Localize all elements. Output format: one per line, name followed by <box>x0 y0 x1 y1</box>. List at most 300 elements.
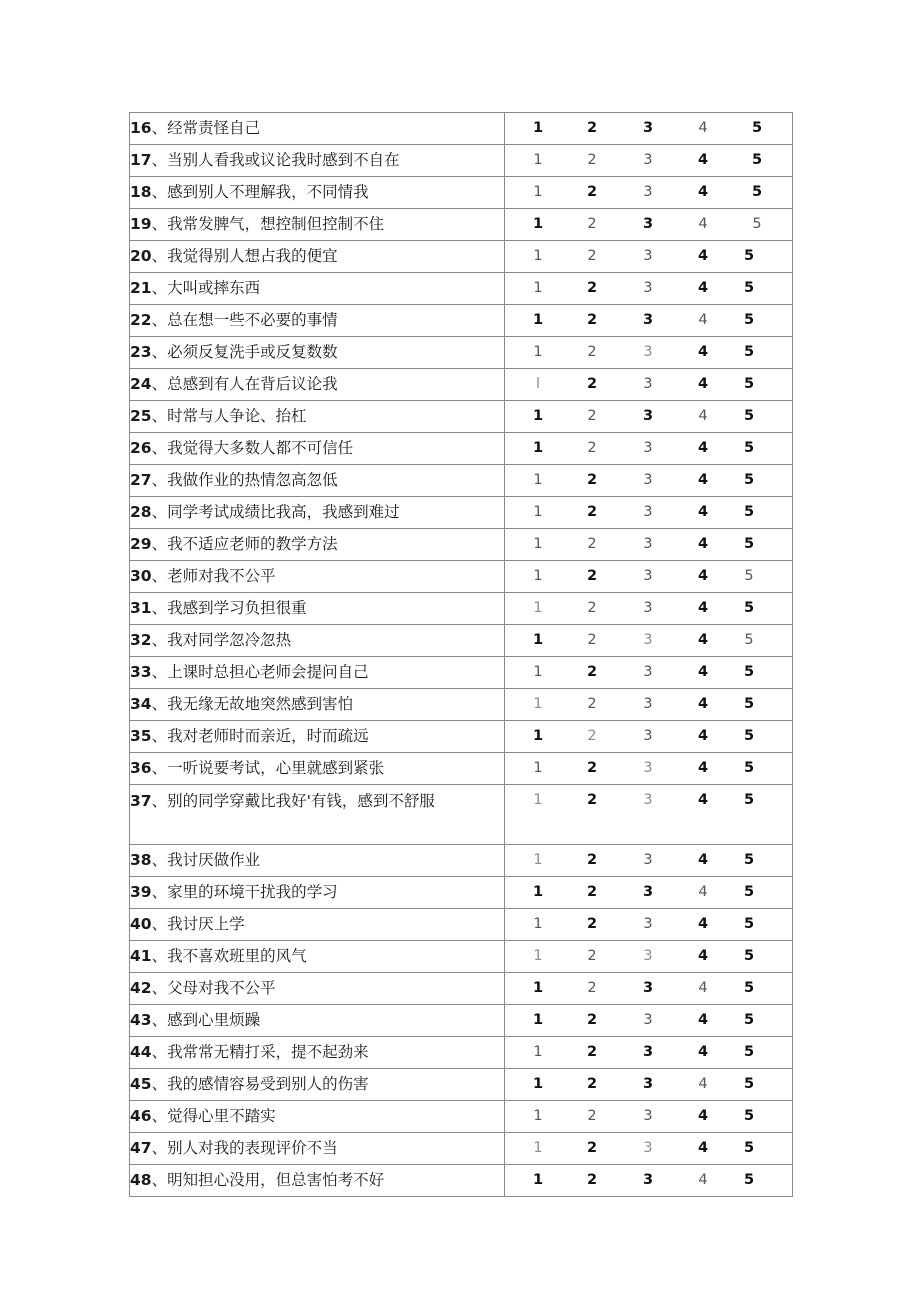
rating-cell <box>505 209 793 241</box>
rating-option-5[interactable]: 5 <box>743 600 755 616</box>
rating-option-3[interactable]: 3 <box>642 980 654 996</box>
rating-option-4[interactable]: 4 <box>697 568 709 584</box>
rating-option-3[interactable]: 3 <box>642 120 654 136</box>
rating-option-3[interactable]: 3 <box>643 696 653 712</box>
rating-cell <box>505 593 793 625</box>
rating-option-2[interactable]: 2 <box>586 664 598 680</box>
rating-option-5[interactable]: 5 <box>743 980 755 996</box>
rating-option-2[interactable]: 2 <box>586 472 598 488</box>
rating-option-3[interactable]: 3 <box>643 1108 653 1124</box>
rating-option-5[interactable]: 5 <box>743 1108 755 1124</box>
rating-option-1[interactable]: 1 <box>533 472 543 488</box>
rating-option-3[interactable]: 3 <box>642 1044 654 1060</box>
rating-scale <box>505 625 792 656</box>
question-statement: 、明知担心没用，但总害怕考不好 <box>151 1171 385 1189</box>
question-text <box>130 209 504 240</box>
rating-option-4[interactable]: 4 <box>697 152 709 168</box>
question-cell <box>130 497 505 529</box>
rating-option-3[interactable]: 3 <box>642 312 654 328</box>
rating-option-3[interactable]: 3 <box>642 884 654 900</box>
rating-option-3[interactable]: 3 <box>643 504 653 520</box>
question-text <box>130 561 504 592</box>
rating-option-1[interactable]: 1 <box>532 440 544 456</box>
question-text <box>130 337 504 368</box>
rating-option-5[interactable]: 5 <box>743 472 755 488</box>
rating-option-3[interactable]: 3 <box>643 632 653 648</box>
question-number: 48 <box>130 1171 152 1189</box>
rating-option-1[interactable]: 1 <box>533 152 543 168</box>
rating-option-4[interactable]: 4 <box>697 852 709 868</box>
rating-option-1[interactable]: 1 <box>533 344 543 360</box>
rating-option-3[interactable]: 3 <box>643 248 653 264</box>
question-row <box>130 689 793 721</box>
rating-option-2[interactable]: 2 <box>586 852 598 868</box>
rating-option-2[interactable]: 2 <box>587 216 597 232</box>
question-text <box>130 273 504 304</box>
rating-option-3[interactable]: 3 <box>643 664 653 680</box>
question-number: 41 <box>130 947 152 965</box>
rating-option-4[interactable]: 4 <box>698 884 708 900</box>
rating-option-1[interactable]: 1 <box>533 1044 543 1060</box>
rating-option-5[interactable]: 5 <box>743 408 755 424</box>
rating-option-3[interactable]: 3 <box>643 1012 653 1028</box>
rating-scale <box>505 1101 792 1132</box>
questionnaire-body <box>130 113 793 1197</box>
rating-option-2[interactable]: 2 <box>587 408 597 424</box>
question-statement: 、家里的环境干扰我的学习 <box>151 883 338 901</box>
rating-option-5[interactable]: 5 <box>743 376 755 392</box>
rating-option-4[interactable]: 4 <box>697 1108 709 1124</box>
rating-option-1[interactable]: 1 <box>533 184 543 200</box>
rating-option-5[interactable]: 5 <box>743 536 755 552</box>
rating-option-1[interactable]: 1 <box>533 696 543 712</box>
question-row <box>130 1101 793 1133</box>
rating-option-4[interactable]: 4 <box>698 408 708 424</box>
rating-option-2[interactable]: 2 <box>587 440 597 456</box>
question-row <box>130 177 793 209</box>
rating-scale <box>505 877 792 908</box>
rating-option-5[interactable]: 5 <box>743 312 755 328</box>
rating-option-5[interactable]: 5 <box>751 184 763 200</box>
rating-cell <box>505 529 793 561</box>
rating-cell <box>505 465 793 497</box>
rating-option-4[interactable]: 4 <box>697 344 709 360</box>
rating-option-5[interactable]: 5 <box>743 1044 755 1060</box>
rating-option-5[interactable]: 5 <box>751 152 763 168</box>
rating-scale <box>505 561 792 592</box>
rating-option-5[interactable]: 5 <box>743 1140 755 1156</box>
rating-option-5[interactable]: 5 <box>743 760 755 776</box>
question-text <box>130 305 504 336</box>
rating-option-3[interactable]: 3 <box>642 1172 654 1188</box>
rating-option-1[interactable]: 1 <box>533 1140 543 1156</box>
rating-option-2[interactable]: 2 <box>586 376 598 392</box>
question-statement: 、大叫或摔东西 <box>151 279 261 297</box>
rating-option-2[interactable]: 2 <box>586 504 598 520</box>
rating-option-4[interactable]: 4 <box>697 792 709 808</box>
question-row <box>130 657 793 689</box>
question-number: 43 <box>130 1011 152 1029</box>
rating-scale <box>505 1037 792 1068</box>
rating-option-4[interactable]: 4 <box>697 504 709 520</box>
rating-option-5[interactable]: 5 <box>751 120 763 136</box>
rating-option-1[interactable]: 1 <box>533 600 543 616</box>
rating-option-2[interactable]: 2 <box>587 344 597 360</box>
rating-cell <box>505 1101 793 1133</box>
rating-option-2[interactable]: 2 <box>586 916 598 932</box>
question-statement: 、一听说要考试，心里就感到紧张 <box>151 759 385 777</box>
rating-option-5[interactable]: 5 <box>744 568 754 584</box>
rating-option-1[interactable]: 1 <box>533 504 543 520</box>
rating-option-2[interactable]: 2 <box>586 1012 598 1028</box>
question-row <box>130 529 793 561</box>
rating-option-1[interactable]: 1 <box>533 536 543 552</box>
rating-cell <box>505 273 793 305</box>
rating-option-4[interactable]: 4 <box>697 1044 709 1060</box>
rating-cell <box>505 1165 793 1197</box>
rating-option-3[interactable]: 3 <box>642 1076 654 1092</box>
rating-option-4[interactable]: 4 <box>698 1076 708 1092</box>
question-text <box>130 1037 504 1068</box>
rating-option-5[interactable]: 5 <box>743 280 755 296</box>
rating-option-3[interactable]: 3 <box>643 440 653 456</box>
question-statement: 、必须反复洗手或反复数数 <box>151 343 338 361</box>
rating-option-1[interactable]: 1 <box>533 916 543 932</box>
question-text <box>130 465 504 496</box>
rating-option-3[interactable]: 3 <box>643 536 653 552</box>
rating-option-1[interactable]: 1 <box>533 248 543 264</box>
rating-scale <box>505 465 792 496</box>
question-row <box>130 305 793 337</box>
question-statement: 、同学考试成绩比我高，我感到难过 <box>151 503 400 521</box>
rating-option-1[interactable]: 1 <box>533 280 543 296</box>
question-statement: 、老师对我不公平 <box>151 567 276 585</box>
rating-option-5[interactable]: 5 <box>743 664 755 680</box>
question-row <box>130 1133 793 1165</box>
question-number: 42 <box>130 979 152 997</box>
rating-option-1[interactable]: 1 <box>532 312 544 328</box>
question-row <box>130 433 793 465</box>
rating-option-3[interactable]: 3 <box>643 1140 653 1156</box>
rating-option-2[interactable]: 2 <box>587 948 597 964</box>
rating-scale <box>505 177 792 208</box>
question-number: 29 <box>130 535 152 553</box>
rating-option-1[interactable]: 1 <box>533 852 543 868</box>
rating-option-4[interactable]: 4 <box>697 696 709 712</box>
question-row <box>130 369 793 401</box>
rating-option-5[interactable]: 5 <box>743 916 755 932</box>
rating-option-2[interactable]: 2 <box>586 1140 598 1156</box>
rating-option-2[interactable]: 2 <box>587 1108 597 1124</box>
question-number: 22 <box>130 311 152 329</box>
question-statement: 、感到别人不理解我，不同情我 <box>151 183 369 201</box>
question-text <box>130 241 504 272</box>
question-number: 21 <box>130 279 152 297</box>
rating-option-4[interactable]: 4 <box>697 728 709 744</box>
rating-option-3[interactable]: 3 <box>643 152 653 168</box>
question-number: 27 <box>130 471 152 489</box>
rating-option-3[interactable]: 3 <box>643 568 653 584</box>
question-statement: 、我觉得大多数人都不可信任 <box>151 439 354 457</box>
question-number: 16 <box>130 119 152 137</box>
rating-option-5[interactable]: 5 <box>743 440 755 456</box>
question-statement: 、我常常无精打采，提不起劲来 <box>151 1043 369 1061</box>
rating-option-1[interactable]: 1 <box>532 884 544 900</box>
question-row <box>130 401 793 433</box>
rating-option-3[interactable]: 3 <box>643 184 653 200</box>
rating-scale <box>505 753 792 784</box>
rating-option-3[interactable]: 3 <box>643 600 653 616</box>
question-statement: 、我无缘无故地突然感到害怕 <box>151 695 354 713</box>
rating-option-1[interactable]: 1 <box>532 1012 544 1028</box>
question-row <box>130 561 793 593</box>
question-cell <box>130 1069 505 1101</box>
question-number: 39 <box>130 883 152 901</box>
rating-option-2[interactable]: 2 <box>587 980 597 996</box>
rating-option-4[interactable]: 4 <box>697 440 709 456</box>
question-row <box>130 1165 793 1197</box>
rating-option-5[interactable]: 5 <box>743 728 755 744</box>
question-statement: 、我感到学习负担很重 <box>151 599 307 617</box>
rating-option-4[interactable]: 4 <box>697 760 709 776</box>
question-text <box>130 785 504 815</box>
rating-option-4[interactable]: 4 <box>698 216 708 232</box>
question-cell <box>130 1165 505 1197</box>
rating-option-5[interactable]: 5 <box>743 948 755 964</box>
rating-option-3[interactable]: 3 <box>643 852 653 868</box>
rating-scale <box>505 909 792 940</box>
rating-option-2[interactable]: 2 <box>586 1044 598 1060</box>
rating-option-5[interactable]: 5 <box>743 852 755 868</box>
rating-option-3[interactable]: 3 <box>643 344 653 360</box>
question-cell <box>130 465 505 497</box>
rating-option-5[interactable]: 5 <box>743 884 755 900</box>
question-text <box>130 177 504 208</box>
rating-option-4[interactable]: 4 <box>697 632 709 648</box>
rating-option-1[interactable]: 1 <box>532 632 544 648</box>
rating-option-4[interactable]: 4 <box>697 472 709 488</box>
question-row <box>130 465 793 497</box>
rating-option-3[interactable]: 3 <box>642 408 654 424</box>
rating-option-5[interactable]: 5 <box>743 1172 755 1188</box>
rating-option-5[interactable]: 5 <box>743 344 755 360</box>
rating-option-1[interactable]: 1 <box>532 728 544 744</box>
question-statement: 、经常责怪自己 <box>151 119 261 137</box>
question-statement: 、别人对我的表现评价不当 <box>151 1139 338 1157</box>
rating-option-4[interactable]: 4 <box>697 248 709 264</box>
rating-option-2[interactable]: 2 <box>586 760 598 776</box>
rating-option-2[interactable]: 2 <box>586 1076 598 1092</box>
question-text <box>130 1101 504 1132</box>
rating-option-2[interactable]: 2 <box>586 280 598 296</box>
rating-cell <box>505 369 793 401</box>
rating-option-2[interactable]: 2 <box>586 792 598 808</box>
question-number: 45 <box>130 1075 152 1093</box>
question-text <box>130 433 504 464</box>
question-text <box>130 845 504 876</box>
rating-scale <box>505 241 792 272</box>
rating-option-4[interactable]: 4 <box>697 1012 709 1028</box>
rating-option-5[interactable]: 5 <box>743 248 755 264</box>
rating-option-3[interactable]: 3 <box>642 216 654 232</box>
question-statement: 、当别人看我或议论我时感到不自在 <box>151 151 400 169</box>
question-cell <box>130 273 505 305</box>
rating-option-1[interactable]: 1 <box>533 568 543 584</box>
rating-scale <box>505 973 792 1004</box>
question-cell <box>130 785 505 845</box>
rating-option-4[interactable]: 4 <box>697 536 709 552</box>
rating-option-1[interactable]: 1 <box>533 792 543 808</box>
rating-cell <box>505 1069 793 1101</box>
question-row <box>130 909 793 941</box>
question-statement: 、我不适应老师的教学方法 <box>151 535 338 553</box>
question-row <box>130 209 793 241</box>
rating-option-2[interactable]: 2 <box>586 568 598 584</box>
question-row <box>130 497 793 529</box>
rating-option-4[interactable]: 4 <box>698 120 708 136</box>
rating-option-5[interactable]: 5 <box>743 696 755 712</box>
question-text <box>130 529 504 560</box>
rating-option-2[interactable]: 2 <box>586 884 598 900</box>
question-text <box>130 369 504 400</box>
rating-option-4[interactable]: 4 <box>697 948 709 964</box>
rating-option-3[interactable]: 3 <box>643 760 653 776</box>
rating-option-1[interactable]: 1 <box>533 1108 543 1124</box>
rating-option-1[interactable]: 1 <box>532 980 544 996</box>
rating-option-3[interactable]: 3 <box>643 280 653 296</box>
rating-cell <box>505 657 793 689</box>
rating-option-3[interactable]: 3 <box>643 376 653 392</box>
rating-scale <box>505 497 792 528</box>
rating-option-1[interactable]: 1 <box>532 408 544 424</box>
question-cell <box>130 369 505 401</box>
question-cell <box>130 753 505 785</box>
rating-option-5[interactable]: 5 <box>743 1012 755 1028</box>
rating-scale <box>505 113 792 144</box>
rating-option-3[interactable]: 3 <box>643 728 653 744</box>
question-text <box>130 497 504 528</box>
rating-option-5[interactable]: 5 <box>744 632 754 648</box>
rating-option-2[interactable]: 2 <box>587 728 597 744</box>
rating-option-1[interactable]: 1 <box>533 948 543 964</box>
rating-option-1[interactable]: 1 <box>532 1076 544 1092</box>
rating-cell <box>505 1005 793 1037</box>
rating-option-4[interactable]: 4 <box>697 376 709 392</box>
rating-option-5[interactable]: 5 <box>743 1076 755 1092</box>
rating-option-4[interactable]: 4 <box>698 1172 708 1188</box>
question-statement: 、总在想一些不必要的事情 <box>151 311 338 329</box>
rating-option-4[interactable]: 4 <box>697 600 709 616</box>
rating-cell <box>505 941 793 973</box>
question-cell <box>130 529 505 561</box>
rating-option-4[interactable]: 4 <box>697 664 709 680</box>
rating-option-5[interactable]: 5 <box>743 792 755 808</box>
rating-scale <box>505 1165 792 1196</box>
rating-option-2[interactable]: 2 <box>586 120 598 136</box>
rating-option-1[interactable]: 1 <box>533 760 543 776</box>
question-cell <box>130 973 505 1005</box>
question-row <box>130 1005 793 1037</box>
rating-option-2[interactable]: 2 <box>586 184 598 200</box>
rating-option-4[interactable]: 4 <box>698 312 708 328</box>
question-cell <box>130 1133 505 1165</box>
question-number: 23 <box>130 343 152 361</box>
question-cell <box>130 657 505 689</box>
rating-cell <box>505 1133 793 1165</box>
rating-option-2[interactable]: 2 <box>587 536 597 552</box>
question-cell <box>130 689 505 721</box>
question-statement: 、我不喜欢班里的风气 <box>151 947 307 965</box>
question-text <box>130 689 504 720</box>
question-text <box>130 625 504 656</box>
question-statement: 、感到心里烦躁 <box>151 1011 261 1029</box>
question-number: 30 <box>130 567 152 585</box>
question-number: 40 <box>130 915 152 933</box>
question-text <box>130 1133 504 1164</box>
rating-option-4[interactable]: 4 <box>697 280 709 296</box>
question-row <box>130 337 793 369</box>
rating-option-2[interactable]: 2 <box>586 1172 598 1188</box>
rating-option-5[interactable]: 5 <box>743 504 755 520</box>
question-text <box>130 593 504 624</box>
rating-option-3[interactable]: 3 <box>643 792 653 808</box>
question-text <box>130 941 504 972</box>
rating-option-1[interactable]: 1 <box>532 216 544 232</box>
question-statement: 、我对老师时而亲近，时而疏远 <box>151 727 369 745</box>
rating-cell <box>505 305 793 337</box>
question-statement: 、我常发脾气，想控制但控制不住 <box>151 215 385 233</box>
question-statement: 、时常与人争论、抬杠 <box>151 407 307 425</box>
rating-option-2[interactable]: 2 <box>587 632 597 648</box>
rating-option-2[interactable]: 2 <box>586 312 598 328</box>
rating-option-2[interactable]: 2 <box>587 152 597 168</box>
rating-option-2[interactable]: 2 <box>587 600 597 616</box>
question-cell <box>130 593 505 625</box>
question-statement: 、我的感情容易受到别人的伤害 <box>151 1075 369 1093</box>
rating-scale <box>505 657 792 688</box>
question-statement: 、我做作业的热情忽高忽低 <box>151 471 338 489</box>
rating-option-1[interactable]: 1 <box>532 1172 544 1188</box>
question-statement: 、别的同学穿戴比我好'有钱，感到不舒服 <box>151 792 435 810</box>
rating-option-3[interactable]: 3 <box>643 472 653 488</box>
rating-scale <box>505 273 792 304</box>
rating-option-4[interactable]: 4 <box>698 980 708 996</box>
rating-cell <box>505 337 793 369</box>
rating-option-2[interactable]: 2 <box>587 248 597 264</box>
question-cell <box>130 145 505 177</box>
question-cell <box>130 337 505 369</box>
question-text <box>130 1005 504 1036</box>
rating-scale <box>505 145 792 176</box>
rating-option-1[interactable]: 1 <box>533 664 543 680</box>
rating-option-3[interactable]: 3 <box>643 916 653 932</box>
rating-option-1[interactable]: l <box>535 376 541 392</box>
rating-option-4[interactable]: 4 <box>697 184 709 200</box>
question-number: 35 <box>130 727 152 745</box>
question-cell <box>130 877 505 909</box>
question-text <box>130 113 504 144</box>
rating-option-4[interactable]: 4 <box>697 916 709 932</box>
question-statement: 、我对同学忽冷忽热 <box>151 631 292 649</box>
rating-option-5[interactable]: 5 <box>752 216 762 232</box>
rating-option-2[interactable]: 2 <box>587 696 597 712</box>
rating-option-1[interactable]: 1 <box>532 120 544 136</box>
question-row <box>130 785 793 845</box>
rating-scale <box>505 845 792 876</box>
rating-option-4[interactable]: 4 <box>697 1140 709 1156</box>
rating-option-3[interactable]: 3 <box>643 948 653 964</box>
rating-cell <box>505 909 793 941</box>
